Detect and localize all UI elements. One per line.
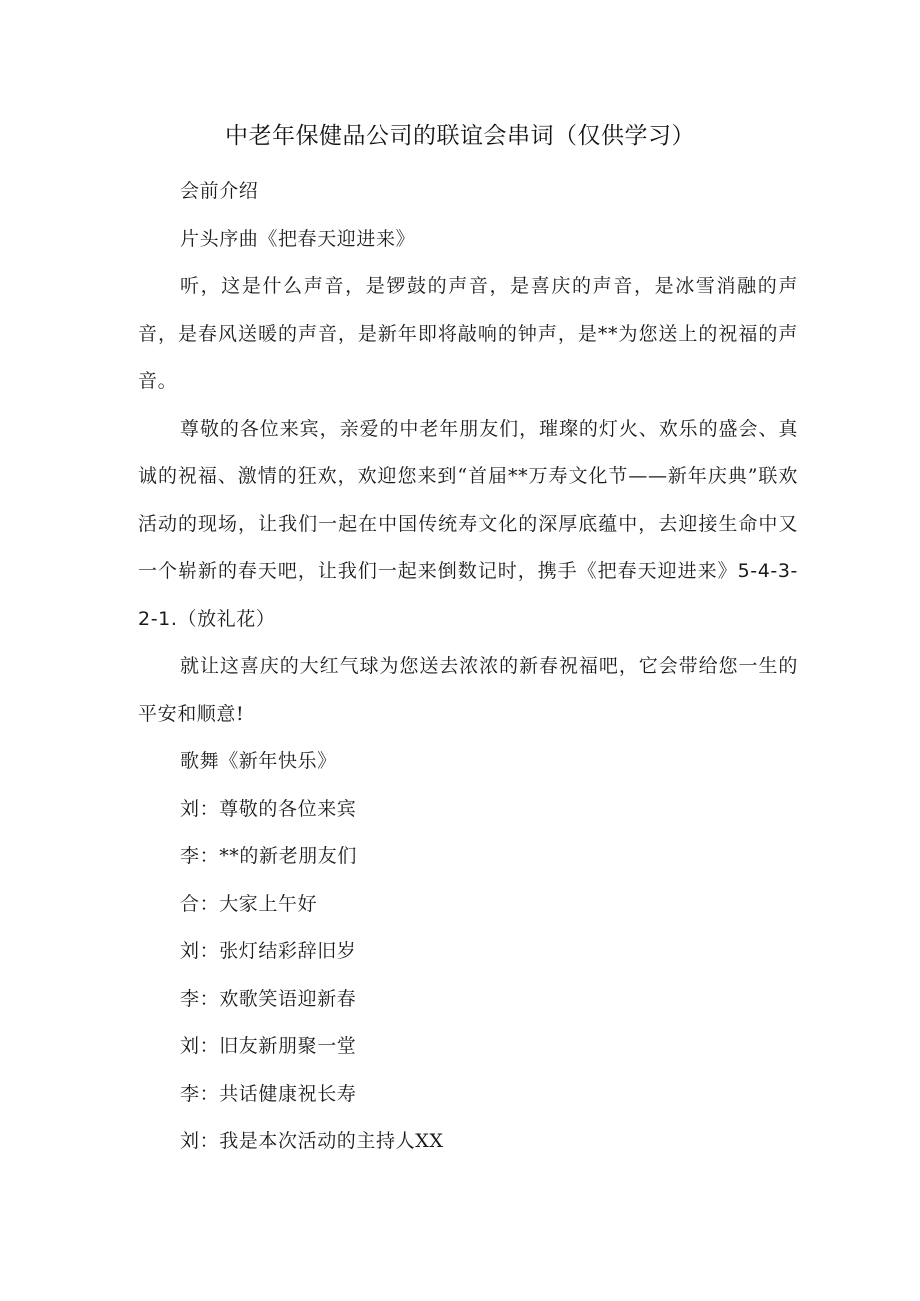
welcome-text: 尊敬的各位来宾，亲爱的中老年朋友们，璀璨的灯火、欢乐的盛会、真诚的祝福、激情的狂欢，欢迎您来到“首届**万寿文化节——新年庆典”联欢活动的现场，让我们一起在中国传统寿文化的深厚底蕴中，去迎接生命中又一个崭新的春天吧，让我们一起来倒数记时，携手《把春天迎进来》 — [138, 417, 798, 582]
paragraph-balloon: 就让这喜庆的大红气球为您送去浓浓的新春祝福吧，它会带给您一生的平安和顺意! — [138, 655, 798, 725]
paragraph-welcome — [138, 406, 798, 644]
countdown-text: 5-4-3-2-1. — [138, 560, 798, 630]
dialogue-line: 李：欢歌笑语迎新春 — [180, 987, 357, 1010]
document-title: 中老年保健品公司的联谊会串词（仅供学习） — [225, 123, 695, 149]
dialogue-line: 合：大家上午好 — [180, 892, 318, 915]
paragraph-prelude: 片头序曲《把春天迎进来》 — [180, 227, 416, 250]
dialogue-line: 刘：尊敬的各位来宾 — [180, 797, 357, 820]
document-body — [138, 168, 798, 1166]
paragraph-program-song: 歌舞《新年快乐》 — [180, 750, 337, 772]
dialogue-line: 刘：我是本次活动的主持人XX — [180, 1130, 444, 1152]
countdown-note: （放礼花） — [177, 607, 276, 630]
dialogue-line: 李：**的新老朋友们 — [180, 845, 358, 867]
dialogue-line: 李：共话健康祝长寿 — [180, 1082, 357, 1105]
dialogue-line: 刘：旧友新朋聚一堂 — [180, 1035, 357, 1057]
paragraph-listen: 听，这是什么声音，是锣鼓的声音，是喜庆的声音，是冰雪消融的声音，是春风送暖的声音，是新年即将敲响的钟声，是**为您送上的祝福的声音。 — [138, 275, 798, 392]
paragraph-intro: 会前介绍 — [180, 180, 259, 202]
dialogue-line: 刘：张灯结彩辞旧岁 — [180, 940, 357, 962]
